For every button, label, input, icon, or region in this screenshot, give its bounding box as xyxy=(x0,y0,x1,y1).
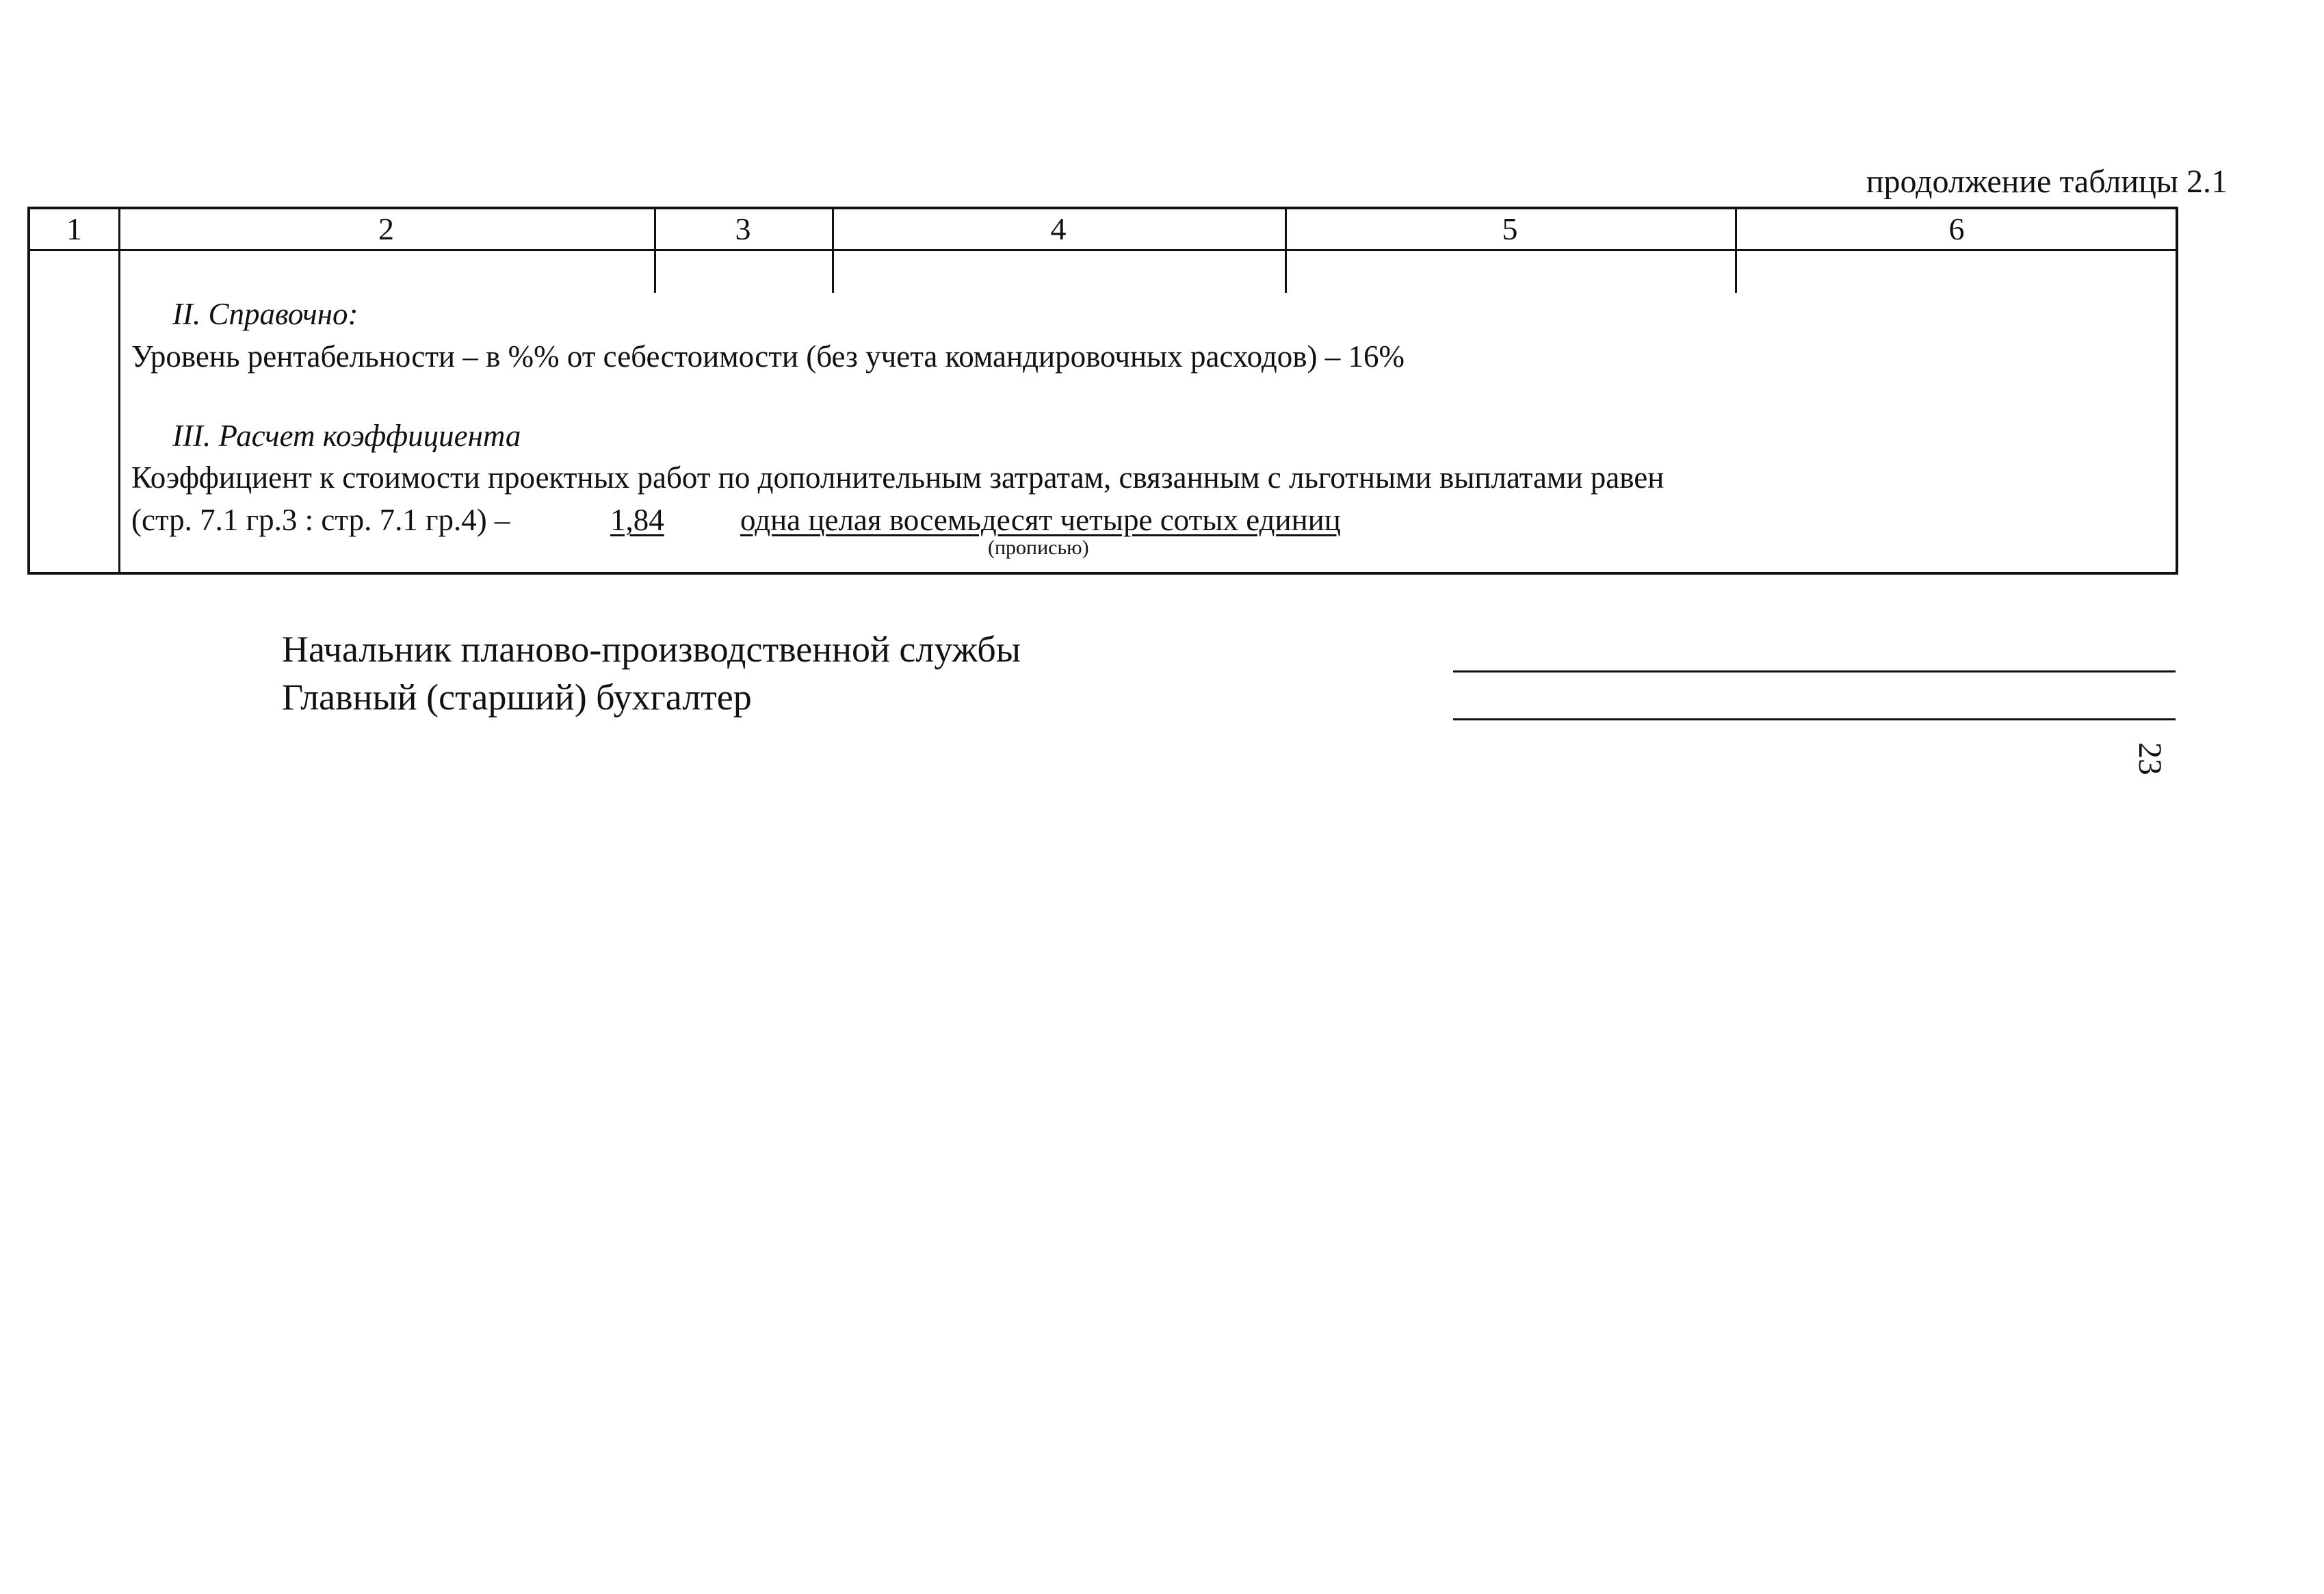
coefficient-description: Коэффициент к стоимости проектных работ по дополнительным затратам, связанным с льготными выплатами равен xyxy=(131,460,1664,495)
header-divider xyxy=(30,249,2176,251)
signature-line-planning xyxy=(1453,670,2176,672)
header-cell-6: 6 xyxy=(1948,211,1965,246)
signature-title-accountant: Главный (старший) бухгалтер xyxy=(282,677,752,718)
table-2-1-continuation xyxy=(27,207,2178,575)
header-cell-1: 1 xyxy=(66,211,82,246)
page-number: 23 xyxy=(2132,742,2168,775)
coefficient-in-words: одна целая восемьдесят четыре сотых единиц xyxy=(740,503,1341,537)
signature-title-planning: Начальник планово-производственной службы xyxy=(282,629,1021,670)
column-divider xyxy=(118,209,120,572)
profitability-line: Уровень рентабельности – в %% от себестоимости (без учета командировочных расходов) – 16% xyxy=(131,339,1405,374)
coefficient-formula: (стр. 7.1 гр.3 : стр. 7.1 гр.4) – xyxy=(131,503,510,537)
section-2-title: II. Справочно: xyxy=(172,297,358,331)
table-continuation-caption: продолжение таблицы 2.1 xyxy=(1866,164,2228,200)
signature-line-accountant xyxy=(1453,718,2176,720)
section-3-title: III. Расчет коэффициента xyxy=(172,419,521,453)
header-cell-4: 4 xyxy=(1050,211,1067,246)
coefficient-value: 1,84 xyxy=(610,503,664,537)
header-cell-5: 5 xyxy=(1502,211,1518,246)
header-cell-2: 2 xyxy=(378,211,394,246)
in-words-note: (прописью) xyxy=(988,536,1089,559)
header-cell-3: 3 xyxy=(735,211,751,246)
